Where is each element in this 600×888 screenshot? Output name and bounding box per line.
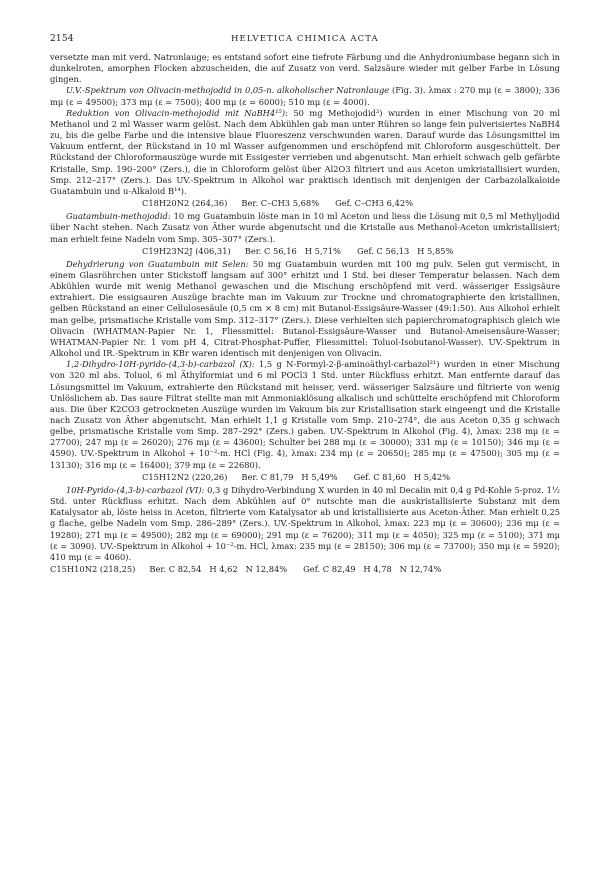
paragraph [50, 359, 560, 471]
analysis-found: Gef. C–CH3 6,42% [335, 198, 414, 209]
page-number: 2154 [50, 34, 74, 44]
paragraph [50, 108, 560, 197]
analysis-found: Gef. C 82,49 H 4,78 N 12,74% [303, 564, 442, 575]
running-title: HELVETICA CHIMICA ACTA [230, 34, 379, 44]
paragraph [50, 211, 560, 244]
paragraph [50, 85, 560, 107]
analysis-formula: C19H23N2J (406,31) [142, 245, 231, 256]
paragraph-lead: U.V.-Spektrum von Olivacin-methojodid in 0,05-n. alkoholischer Natronlauge [66, 85, 390, 96]
paragraph-lead: Guatambuin-methojodid: [66, 211, 171, 222]
paragraph-text: (Fig. 3). λmax : 270 mμ (ε = 3800); 336 mμ (ε = 49500); 373 mμ (ε = 7500); 400 mμ (ε = 6000); 510 mμ (ε = 4000). [50, 85, 560, 107]
analysis-formula: C15H10N2 (218,25) [50, 564, 136, 575]
elemental-analysis [50, 564, 560, 575]
analysis-calculated: Ber. C 81,79 H 5,49% [241, 471, 338, 482]
paragraph-text: 0,3 g Dihydro-Verbindung X wurden in 40 ml Decalin mit 0,4 g Pd-Kohle 5-proz. 1½ Std. unter Rückfluss erhitzt. Nach dem Abkühlen auf 0° nutschte man die auskristallisierte Substanz mit dem Katalysator ab, löste heiss in Aceton, filtrierte vom Katalysator ab und kristallisierte aus Aceton-Äther. Man erhielt 0,25 g flache, gelbe Nadeln vom Smp. 286–289° (Zers.). UV.-Spektrum in Alkohol, λmax: 223 mμ (ε = 30600); 236 mμ (ε = 19280); 271 mμ (ε = 49500); 282 mμ (ε = 69000); 291 mμ (ε = 76200); 311 mμ (ε = 4050); 325 mμ (ε = 5100); 371 mμ (ε = 3090). UV.-Spektrum in Alkohol + 10⁻²-m. HCl, λmax: 235 mμ (ε = 28150); 306 mμ (ε = 73700); 350 mμ (ε = 5920); 410 mμ (ε = 4060). [50, 484, 560, 562]
analysis-formula: C18H20N2 (264,36) [142, 198, 228, 209]
document-body [50, 52, 560, 575]
elemental-analysis [50, 198, 560, 209]
paragraph-lead: 1,2-Dihydro-10H-pyrido-(4,3-b)-carbazol (X): [66, 359, 255, 370]
paragraph-lead: 10H-Pyrido-(4,3-b)-carbazol (VI): [66, 484, 205, 495]
analysis-formula: C15H12N2 (220,26) [142, 471, 228, 482]
elemental-analysis [50, 246, 560, 257]
paragraph-text: 1,5 g N-Formyl-2-β-aminoäthyl-carbazol²¹) wurden in einer Mischung von 320 ml abs. Toluol, 6 ml Äthylformiat und 6 ml POCl3 1 Std. unter Rückfluss erhitzt. Man entfernte darauf das Lösungsmittel im Vakuum, extrahierte den Rückstand mit heisser, verd. wässeriger Salzsäure und filtrierte von wenig Unlöslichem ab. Das saure Filtrat stellte man mit Ammoniaklösung alkalisch und schüttelte erschöpfend mit Chloroform aus. Die über K2CO3 getrockneten Auszüge wurden im Vakuum bis zur Kristallisation stark eingeengt und die Kristalle nach Zusatz von Äther abgenutscht. Man erhielt 1,1 g Kristalle vom Smp. 210–274°, die aus Aceton 0,35 g schwach gelbe, prismatische Kristalle vom Smp. 287–292° (Zers.) gaben. UV.-Spektrum in Alkohol (Fig. 4), λmax: 238 mμ (ε = 27700); 247 mμ (ε = 26020); 276 mμ (ε = 43600); Schulter bei 288 mμ (ε = 30000); 331 mμ (ε = 10150); 346 mμ (ε = 4590). UV.-Spektrum in Alkohol + 10⁻²-m. HCl (Fig. 4), λmax: 234 mμ (ε = 20650); 285 mμ (ε = 47500); 305 mμ (ε = 13130); 316 mμ (ε = 16400); 379 mμ (ε = 22680). [50, 359, 560, 470]
paragraph-text: 50 mg Methojodid³) wurden in einer Mischung von 20 ml Methanol und 2 ml Wasser warm gelöst. Nach dem Abkühlen gab man unter Rühren so lange fein pulverisiertes NaBH4 zu, bis die gelbe Farbe und die intensive blaue Fluoreszenz verschwunden waren. Darauf wurde das Lösungsmittel im Vakuum entfernt, der Rückstand in 10 ml Wasser aufgenommen und erschöpfend mit Chloroform ausgeschüttelt. Der Rückstand der Chloroformauszüge wurde mit Essigester verrieben und abgenutscht. Man erhielt schwach gelb gefärbte Kristalle, Smp. 190–200° (Zers.), die in Chloroform gelöst über Al2O3 filtriert und aus Aceton umkristallisiert wurden, Smp. 212–217° (Zers.). Das UV.-Spektrum in Alkohol war praktisch identisch mit denjenigen der Carbazolalkaloide Guatambuin und u-Alkaloid B¹⁴). [50, 107, 560, 196]
analysis-calculated: Ber. C 56,16 H 5,71% [244, 245, 341, 256]
paragraph-text: 10 mg Guatambuin löste man in 10 ml Aceton und liess die Lösung mit 0,5 ml Methyljodid über Nacht stehen. Nach Zusatz von Äther wurde abgenutscht und die Kristalle aus Methanol-Aceton umkristallisiert; man erhielt feine Nadeln vom Smp. 305–307° (Zers.). [50, 211, 560, 244]
paragraph-text: versetzte man mit verd. Natronlauge; es entstand sofort eine tiefrote Färbung und die Anhydroniumbase begann sich in dunkelroten, amorphen Flocken abzuscheiden, die auf Zusatz von verd. Salzsäure wieder mit gelber Farbe in Lösung gingen. [50, 52, 560, 85]
paragraph [50, 52, 560, 85]
paragraph-text: 50 mg Guatambuin wurden mit 100 mg pulv. Selen gut vermischt, in einem Glasröhrchen unter Stickstoff langsam auf 300° erhitzt und 1 Std. bei dieser Temperatur belassen. Nach dem Abkühlen wurde mit wenig Methanol gewaschen und die Mischung erschöpfend mit verd. wässeriger Essigsäure extrahiert. Die essigsauren Auszüge brachte man im Vakuum zur Trockne und chromatographierte den kristallinen, gelben Rückstand an einer Cellulosesäule (0,5 cm × 8 cm) mit Butanol-Essigsäure-Wasser (49:1:50). Aus Alkohol erhielt man gelbe, prismatische Kristalle vom Smp. 312–317° (Zers.). Diese verhielten sich papierchromatographisch gleich wie Olivacin (WHATMAN-Papier Nr. 1, Fliessmittel: Butanol-Essigsäure-Wasser und Butanol-Ameisensäure-Wasser; WHATMAN-Papier Nr. 1 vom pH 4, Citrat-Phosphat-Puffer, Fliessmittel: Toluol-Isobutanol-Wasser). UV.-Spektrum in Alkohol und IR.-Spektrum in KBr waren identisch mit denjenigen von Olivacin. [50, 258, 561, 359]
analysis-calculated: Ber. C–CH3 5,68% [241, 198, 320, 209]
paragraph-lead: Dehydrierung von Guatambuin mit Selen: [66, 258, 249, 269]
paragraph-lead: Reduktion von Olivacin-methojodid mit NaBH4¹⁵): [66, 107, 288, 118]
analysis-found: Gef. C 56,13 H 5,85% [356, 245, 454, 256]
elemental-analysis [50, 472, 560, 483]
analysis-calculated: Ber. C 82,54 H 4,62 N 12,84% [149, 564, 288, 575]
analysis-found: Gef. C 81,60 H 5,42% [353, 471, 451, 482]
paragraph [50, 485, 560, 563]
document-page [50, 34, 560, 577]
paragraph [50, 259, 560, 359]
page-header [50, 34, 560, 44]
